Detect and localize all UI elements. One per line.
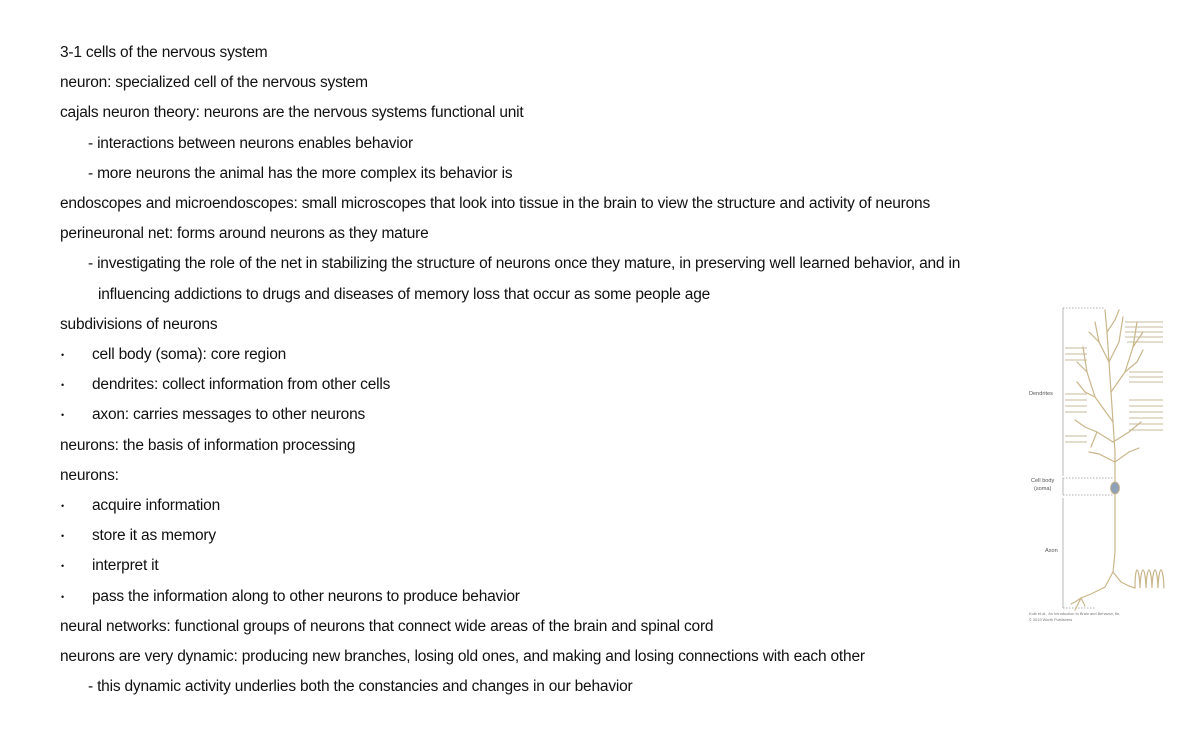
bullet-dot: • <box>61 561 64 572</box>
subpoint-more-neurons: - more neurons the animal has the more complex its behavior is <box>88 164 513 182</box>
soma <box>1111 482 1120 494</box>
figure-credit-publisher: © 2019 Worth Publishers <box>1029 617 1073 622</box>
axon <box>1071 494 1164 610</box>
bullet-dot: • <box>61 501 64 512</box>
label-cell-body: Cell body <box>1031 478 1055 484</box>
bullet-dot: • <box>61 410 64 421</box>
bullet-item <box>60 340 1170 370</box>
bullet-item <box>60 370 1170 400</box>
bullet-dot: • <box>61 591 64 602</box>
notes-document <box>60 38 1170 702</box>
subpoint-dynamic-activity: - this dynamic activity underlies both the constancies and changes in our behavior <box>88 678 633 696</box>
neuron-diagram <box>1025 302 1175 632</box>
subpoint-interactions: - interactions between neurons enables behavior <box>88 134 413 152</box>
bullet-item <box>60 521 1170 551</box>
section-heading: 3-1 cells of the nervous system <box>60 44 268 61</box>
figure-credit: Kolb et al., An Introduction to Brain and Behavior, 6e, <box>1029 611 1121 616</box>
soma-bracket <box>1063 478 1113 495</box>
neuron-illustration <box>1025 302 1175 632</box>
subpoint-net-role-continued: influencing addictions to drugs and diseases of memory loss that occur as some people age <box>98 285 711 303</box>
axon-bracket <box>1063 498 1095 608</box>
bullet-text: axon: carries messages to other neurons <box>92 406 366 424</box>
label-axon: Axon <box>1045 548 1058 554</box>
label-dendrites: Dendrites <box>1029 391 1053 397</box>
dendrite-tree <box>1075 310 1143 485</box>
bullet-dot: • <box>61 531 64 542</box>
bullet-text: interpret it <box>92 557 159 575</box>
definition-neuron: neuron: specialized cell of the nervous system <box>60 74 368 92</box>
label-soma: (soma) <box>1034 486 1052 492</box>
bullet-dot: • <box>61 350 64 361</box>
heading-neurons: neurons: <box>60 466 119 484</box>
bullet-dot: • <box>61 380 64 391</box>
definition-cajal-theory: cajals neuron theory: neurons are the nervous systems functional unit <box>60 104 524 122</box>
heading-subdivisions: subdivisions of neurons <box>60 315 218 333</box>
bullet-text: dendrites: collect information from other cells <box>92 376 391 394</box>
bullet-item <box>60 582 1170 612</box>
bullet-item <box>60 491 1170 521</box>
bullet-text: acquire information <box>92 497 221 515</box>
bullet-text: pass the information along to other neurons to produce behavior <box>92 587 520 605</box>
bullet-item <box>60 400 1170 430</box>
definition-perineuronal-net: perineuronal net: forms around neurons as they mature <box>60 225 429 243</box>
bullet-text: cell body (soma): core region <box>92 346 287 364</box>
bullet-text: store it as memory <box>92 527 216 545</box>
bullet-item <box>60 551 1170 581</box>
subpoint-net-role: - investigating the role of the net in stabilizing the structure of neurons once they mature, in preserving well learned behavior, and in <box>88 255 961 273</box>
definition-neural-networks: neural networks: functional groups of neurons that connect wide areas of the brain and spinal cord <box>60 617 714 635</box>
dendrites-bracket <box>1063 308 1105 476</box>
definition-endoscopes: endoscopes and microendoscopes: small microscopes that look into tissue in the brain to view the structure and activity of neurons <box>60 195 931 213</box>
definition-information-processing: neurons: the basis of information processing <box>60 436 356 454</box>
definition-dynamic-neurons: neurons are very dynamic: producing new branches, losing old ones, and making and losing connections with each other <box>60 648 865 666</box>
